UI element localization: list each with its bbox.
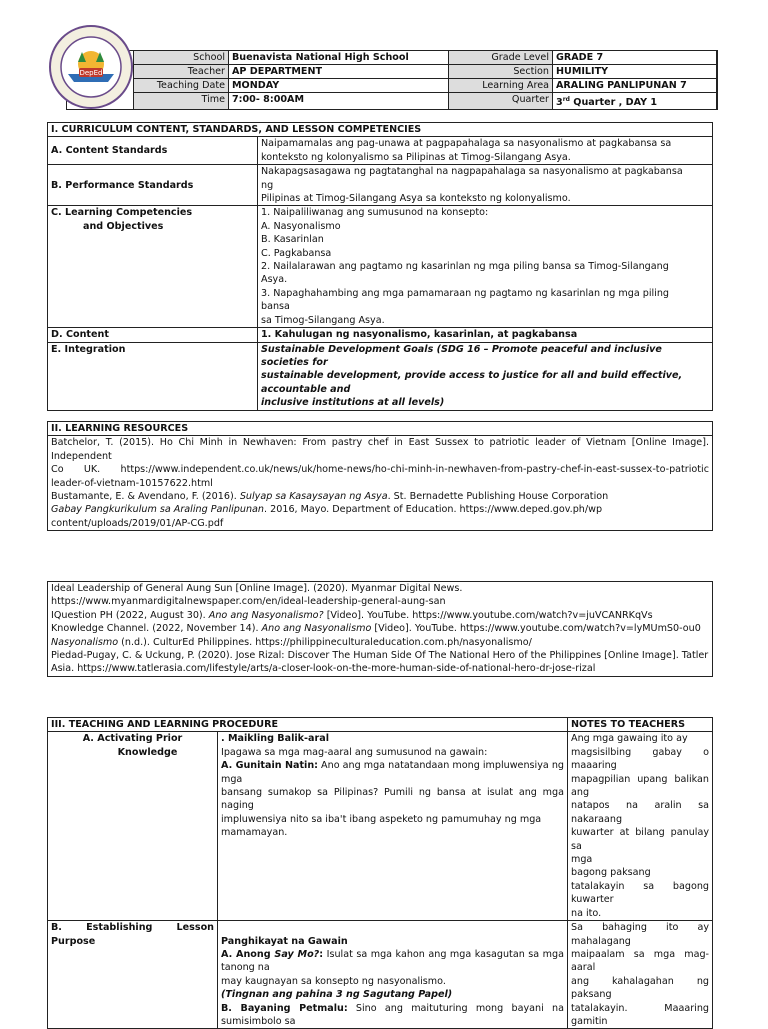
label-quarter: Quarter (449, 93, 553, 110)
quarter-suffix: rd (562, 96, 570, 103)
content-standards-value (258, 137, 713, 165)
content-label: D. Content (48, 328, 258, 342)
label-teaching-date: Teaching Date (134, 79, 229, 93)
competency-line: B. Kasarinlan (261, 234, 324, 246)
activity-line: impluwensiya nito sa iba't ibang aspeketo ng pamumuhay ng mga (221, 813, 542, 825)
reference-6-author: Knowledge Channel. (2022, November 14). (51, 623, 262, 635)
anong-say-mo-item (221, 948, 564, 975)
value-time: 7:00- 8:00AM (229, 93, 449, 110)
deped-seal-logo (48, 24, 134, 110)
gunitain-natin-text: Ano ang mga natatandaan mong impluwensiya ng mga (221, 760, 564, 785)
performance-standards-label: B. Performance Standards (48, 165, 258, 206)
learning-resources-table (47, 421, 713, 531)
value-teaching-date: MONDAY (229, 79, 449, 93)
anong-say-mo-text: Isulat sa mga kahon ang mga kasagutan sa mga tanong na (221, 948, 564, 974)
label-learning-area: Learning Area (449, 79, 553, 93)
reference-6-title: Ano ang Nasyonalismo (261, 623, 372, 635)
reference-4: Ideal Leadership of General Aung Sun [Online Image]. (2020). Myanmar Digital News. (51, 583, 463, 594)
reference-7-title: Nasyonalismo (51, 636, 119, 648)
content-line: Naipamamalas ang pag-unawa at pagpapahalaga sa nasyonalismo at pagkabansa sa (261, 138, 672, 150)
content-line: konteksto ng kolonyalismo sa Pilipinas at Timog-Silangang Asya. (261, 151, 571, 163)
establishing-lesson-purpose-content (218, 921, 568, 1029)
bayaning-petmalu-label: B. Bayaning Petmalu: (221, 1002, 348, 1014)
curriculum-table (47, 122, 713, 411)
activating-label-line: A. Activating Prior (82, 733, 183, 745)
reference-3-title: Gabay Pangkurikulum sa Araling Panlipunan (51, 504, 265, 516)
reference-6-details: [Video]. YouTube. https://www.youtube.com/watch?v=lyMUmS0-ou0 (371, 623, 701, 635)
teaching-procedure-table (47, 717, 713, 1029)
seal-text: DepEd (79, 69, 103, 77)
sagutang-papel-note: (Tingnan ang pahina 3 ng Sagutang Papel) (221, 989, 453, 1001)
reference-5 (51, 609, 709, 622)
competency-line: bansa (261, 301, 290, 313)
competency-line: Asya. (261, 274, 288, 286)
quarter-rest: Quarter , DAY 1 (569, 97, 658, 109)
activity-line: mamamayan. (221, 827, 288, 839)
reference-5-author: IQuestion PH (2022, August 30). (51, 609, 209, 621)
label-time: Time (134, 93, 229, 110)
gunitain-natin-label: A. Gunitain Natin: (221, 760, 318, 772)
reference-2-publisher: . St. Bernadette Publishing House Corporation (387, 491, 609, 503)
activity-intro: Ipagawa sa mga mag-aaral ang sumusunod na gawain: (221, 746, 488, 758)
content-standards-label: A. Content Standards (48, 137, 258, 165)
integration-label: E. Integration (48, 342, 258, 410)
resources-list-1 (48, 436, 713, 531)
reference-3-details: . 2016, Mayo. Department of Education. https://www.deped.gov.ph/wp (264, 504, 603, 516)
competencies-label (48, 206, 258, 328)
performance-line: Nakapagsasagawa ng pagtatanghal na nagpapahalaga sa nasyonalismo at pagkabansa (261, 166, 683, 178)
establishing-lesson-purpose-label: B. Establishing Lesson Purpose (48, 921, 218, 1029)
note-line: mga (571, 854, 593, 866)
reference-7-details: (n.d.). CulturEd Philippines. https://philippineculturaleducation.com.ph/nasyonalismo/ (118, 636, 532, 648)
performance-line: ng (261, 179, 274, 191)
integration-value (258, 342, 713, 410)
value-grade-level: GRADE 7 (553, 51, 717, 65)
header-info-table (133, 50, 717, 110)
panghikayat-heading: Panghikayat na Gawain (221, 935, 348, 947)
integration-line: inclusive institutions at all levels) (261, 397, 445, 409)
resources-list-2 (48, 582, 713, 677)
reference-2 (51, 490, 709, 503)
integration-line: sustainable development, provide access to justice for all and build effective, (261, 370, 683, 382)
activating-label-line: Knowledge (117, 746, 178, 758)
notes-to-teachers-title: NOTES TO TEACHERS (568, 718, 713, 732)
reference-2-title: Sulyap sa Kasaysayan ng Asya (239, 491, 388, 503)
establishing-notes (568, 921, 713, 1029)
reference-5-title: Ano ang Nasyonalismo? (208, 609, 324, 621)
integration-line: societies for (261, 356, 328, 368)
performance-standards-value (258, 165, 713, 206)
section-1-title: I. CURRICULUM CONTENT, STANDARDS, AND LESSON COMPETENCIES (48, 123, 713, 137)
note-line: Sa bahaging ito ay mahalagang (571, 922, 709, 947)
bayaning-petmalu-text: Sino ang maituturing mong bayani na sumisimbolo sa (221, 1002, 564, 1027)
reference-1: Batchelor, T. (2015). Ho Chi Minh in Newhaven: From pastry chef in East Sussex to patriotic leader of Vietnam [Online Image]. Independent (51, 437, 709, 462)
value-teacher: AP DEPARTMENT (229, 65, 449, 79)
note-line: na ito. (571, 907, 602, 919)
activating-prior-knowledge-content (218, 732, 568, 921)
value-school: Buenavista National High School (229, 51, 449, 65)
reference-6 (51, 622, 709, 635)
activity-line: may kaugnayan sa konsepto ng nasyonalismo. (221, 975, 446, 987)
note-line: kuwarter at bilang panulay sa (571, 827, 709, 852)
maikling-balik-aral-heading: . Maikling Balik-aral (221, 733, 329, 745)
label-teacher: Teacher (134, 65, 229, 79)
activating-notes (568, 732, 713, 921)
spacer-line (221, 921, 564, 934)
anong-say-mo-italic: Say Mo? (274, 948, 320, 960)
quarter-number: 3 (556, 97, 563, 109)
anong-say-mo-label: A. Anong (221, 948, 275, 960)
competency-line: sa Timog-Silangang Asya. (261, 314, 385, 326)
competency-line: 1. Naipaliliwanag ang sumusunod na konsepto: (261, 207, 489, 219)
performance-line: Pilipinas at Timog-Silangang Asya sa konteksto ng kolonyalismo. (261, 193, 571, 205)
reference-1-cont: Co UK. https://www.independent.co.uk/news/uk/home-news/ho-chi-minh-in-newhaven-from-pastry-chef-in-east-sussex-to-patriotic leader-of-vietnam-10157622.html (51, 464, 709, 489)
note-line: magsisilbing gabay o maaaring (571, 746, 709, 772)
value-quarter (553, 93, 717, 110)
label-grade-level: Grade Level (449, 51, 553, 65)
activating-prior-knowledge-label (48, 732, 218, 921)
reference-8-cont: Asia. https://www.tatlerasia.com/lifestyle/arts/a-closer-look-on-the-more-human-side-of-national-hero-dr-jose-rizal (51, 663, 596, 675)
note-line: natapos na aralin sa nakaraang (571, 800, 709, 825)
content-value: 1. Kahulugan ng nasyonalismo, kasarinlan, at pagkabansa (258, 328, 713, 342)
competencies-value (258, 206, 713, 328)
note-line: bagong paksang (571, 867, 651, 879)
competency-line: C. Pagkabansa (261, 247, 332, 259)
value-learning-area: ARALING PANLIPUNAN 7 (553, 79, 717, 93)
integration-line: accountable and (261, 383, 351, 395)
reference-3 (51, 503, 709, 516)
reference-4-cont: https://www.myanmardigitalnewspaper.com/en/ideal-leadership-general-aung-san (51, 596, 446, 608)
gunitain-natin-item (221, 759, 564, 786)
reference-7 (51, 636, 709, 649)
note-line: tatalakayin sa bagong kuwarter (571, 880, 709, 906)
reference-3-cont: content/uploads/2019/01/AP-CG.pdf (51, 517, 224, 529)
learning-resources-table-continued (47, 581, 713, 677)
label-section: Section (449, 65, 553, 79)
label-school: School (134, 51, 229, 65)
activity-line: bansang sumakop sa Pilipinas? Pumili ng bansa at isulat ang mga naging (221, 787, 564, 812)
competencies-label-line: C. Learning Competencies (51, 207, 193, 219)
note-line: ang kahalagahan ng paksang (571, 975, 709, 1001)
reference-2-authors: Bustamante, E. & Avendano, F. (2016). (51, 491, 240, 503)
note-line: mapagpilian upang balikan ang (571, 773, 709, 799)
value-section: HUMILITY (553, 65, 717, 79)
integration-line: Sustainable Development Goals (SDG 16 – Promote peaceful and inclusive (261, 343, 662, 355)
bayaning-petmalu-item (221, 1002, 564, 1029)
note-line: maipaalam sa mga mag-aaral (571, 948, 709, 974)
anong-say-mo-colon: : (319, 948, 324, 960)
reference-5-details: [Video]. YouTube. https://www.youtube.com/watch?v=juVCANRKqVs (323, 609, 653, 621)
competency-line: 3. Napaghahambing ang mga pamamaraan ng pagtamo ng kasarinlan ng mga piling (261, 287, 670, 299)
note-line: tatalakayin. Maaaring gamitin (571, 1002, 709, 1027)
competency-line: A. Nasyonalismo (261, 220, 341, 232)
competency-line: 2. Nailalarawan ang pagtamo ng kasarinlan ng mga piling bansa sa Timog-Silangang (261, 261, 669, 273)
section-3-title: III. TEACHING AND LEARNING PROCEDURE (48, 718, 568, 732)
note-line: Ang mga gawaing ito ay (571, 733, 688, 745)
section-2-title: II. LEARNING RESOURCES (48, 422, 713, 436)
reference-8: Piedad-Pugay, C. & Uckung, P. (2020). Jose Rizal: Discover The Human Side Of The National Hero of the Philippines [Online Image]. Tatler (51, 650, 709, 662)
competencies-label-line: and Objectives (83, 220, 164, 232)
